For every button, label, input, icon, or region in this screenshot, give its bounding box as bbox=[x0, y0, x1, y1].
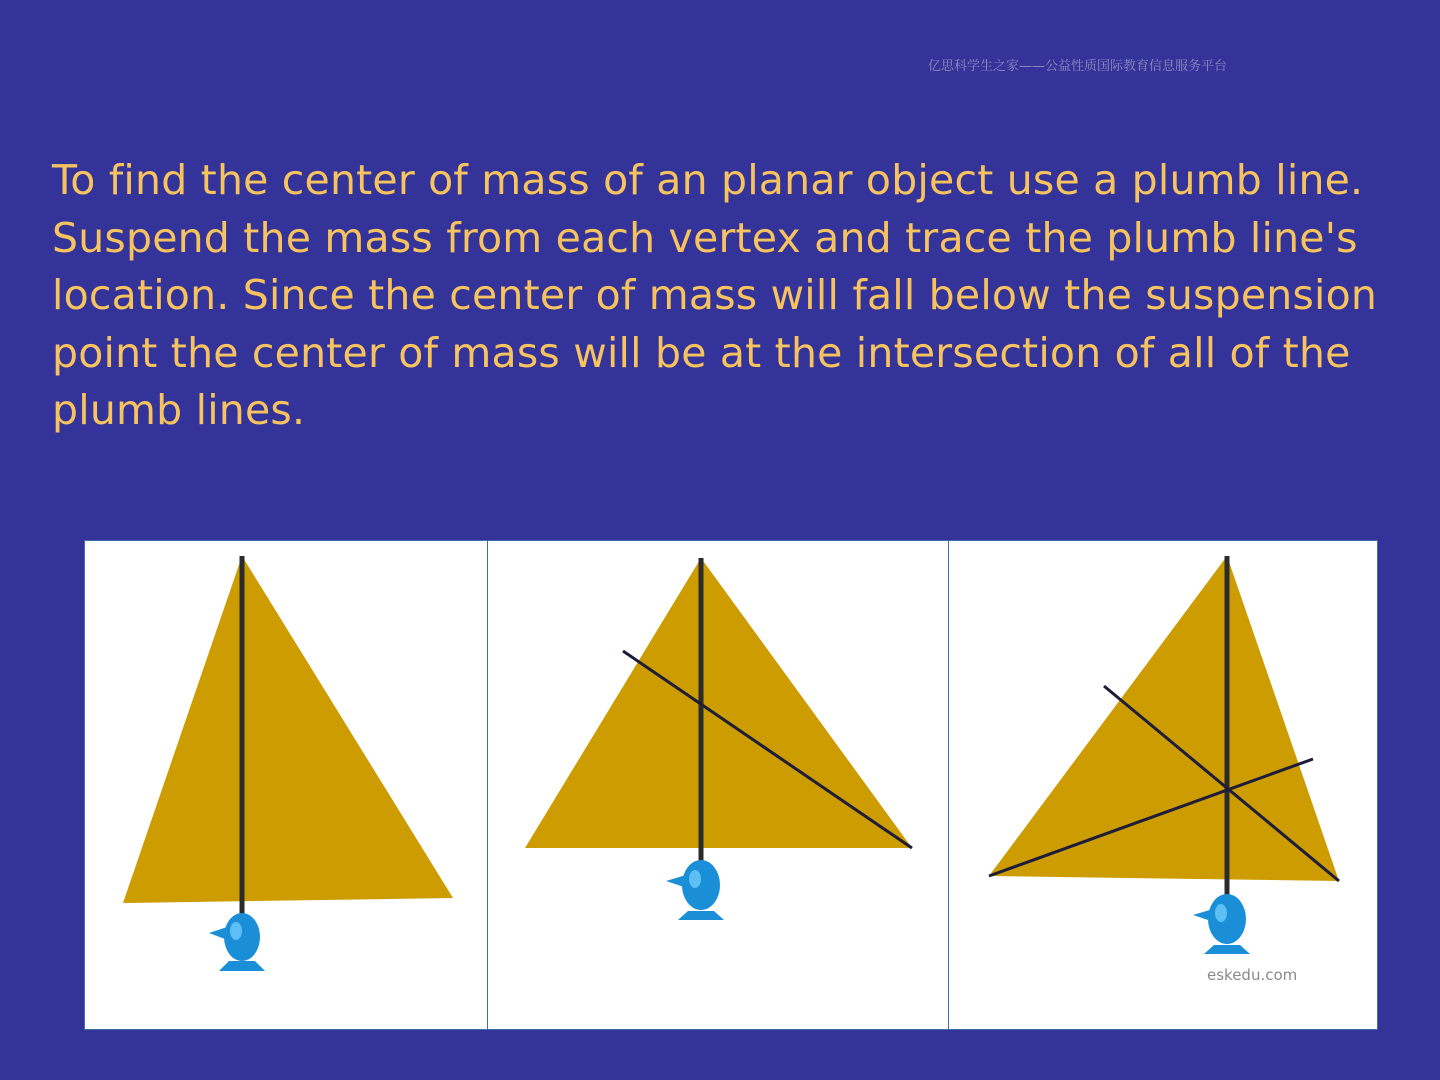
body-text bbox=[52, 152, 1392, 440]
panel-one-plumb-line bbox=[85, 541, 487, 1029]
paragraph-method: Suspend the mass from each vertex and trace the plumb line's location. Since the center of mass will fall below the suspension point the center of mass will be at the intersection of all of the plumb lines. bbox=[52, 213, 1378, 434]
panel-three-plumb-lines bbox=[949, 541, 1379, 1029]
triangle-plate bbox=[123, 556, 453, 903]
triangle-plate bbox=[989, 556, 1339, 881]
paragraph-intro: To find the center of mass of an planar object use a plumb line. bbox=[52, 156, 1364, 204]
plumb-line-figure bbox=[84, 540, 1378, 1030]
top-watermark: 亿思科学生之家——公益性质国际教育信息服务平台 bbox=[928, 59, 1228, 74]
panel-two-plumb-lines bbox=[488, 541, 948, 1029]
triangle-plate bbox=[525, 558, 912, 848]
plumb-bob-icon bbox=[1193, 894, 1250, 954]
plumb-bob-icon bbox=[666, 860, 724, 920]
figure-watermark: eskedu.com bbox=[1207, 966, 1298, 984]
plumb-bob-icon bbox=[209, 913, 265, 971]
